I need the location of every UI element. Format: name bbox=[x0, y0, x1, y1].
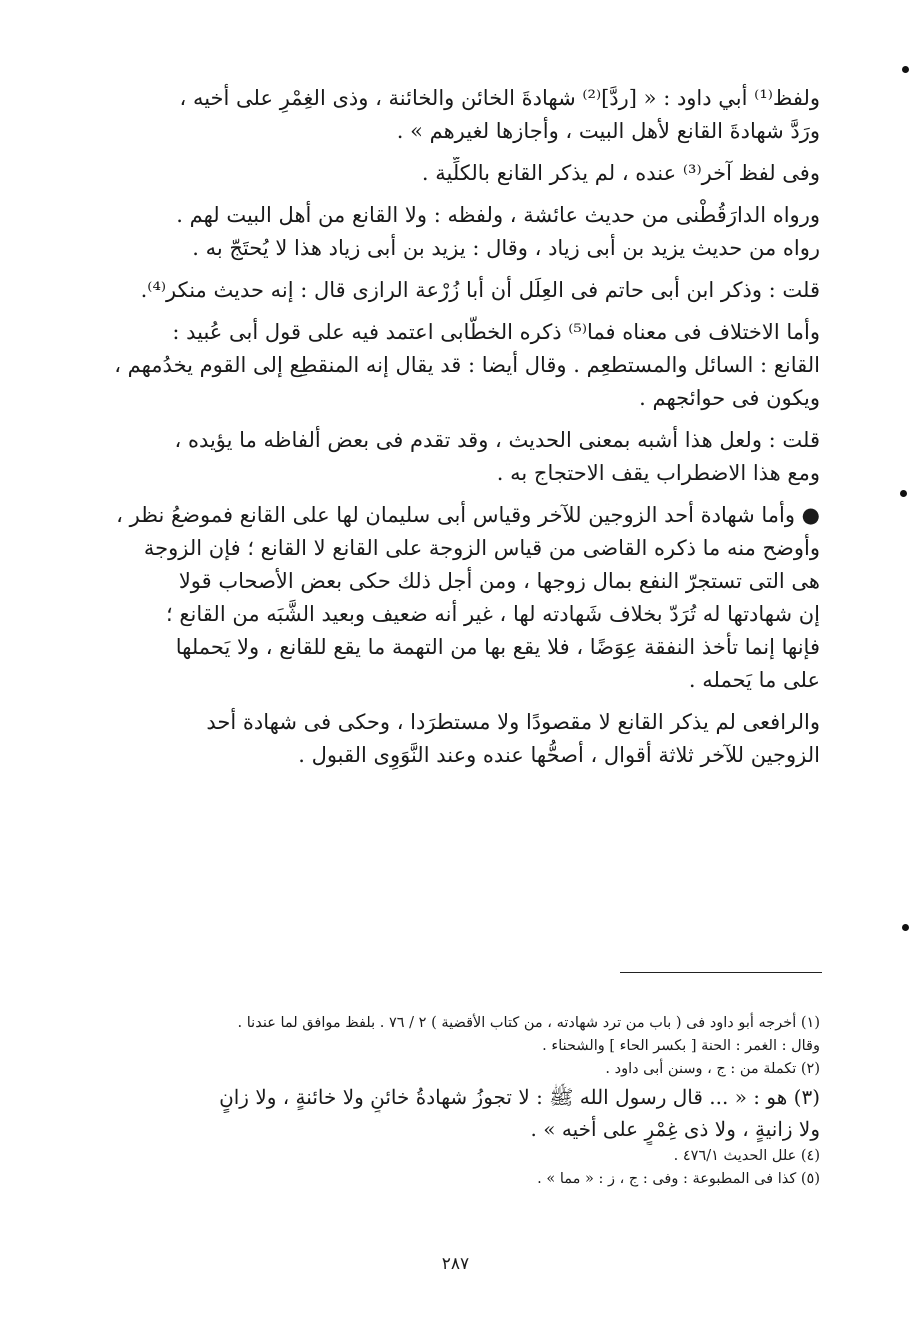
text-line: الزوجين للآخر ثلاثة أقوال ، أصحُّها عنده وعند النَّوَوِى القبول . bbox=[298, 743, 820, 767]
footnote-line: (٣) هو : « ... قال رسول الله ﷺ : لا تجوزُ شهادةُ خائنٍ ولا خائنةٍ ، ولا زانٍ bbox=[219, 1085, 820, 1109]
footnote-line: ولا زانيةٍ ، ولا ذى غِمْرٍ على أخيه » . bbox=[530, 1117, 820, 1141]
text-line: ● وأما شهادة أحد الزوجين للآخر وقياس أبى سليمان لها على القانع فموضعُ نظر ، bbox=[116, 503, 820, 527]
text-line: وفى لفظ آخر⁽³⁾ عنده ، لم يذكر القانع بالكلِّية . bbox=[421, 161, 820, 185]
paragraph-6 bbox=[100, 424, 820, 490]
paragraph-5 bbox=[100, 316, 820, 415]
paragraph-7 bbox=[100, 499, 820, 697]
footnote-line: (٥) كذا فى المطبوعة : وفى : ج ، ز : « مما » . bbox=[537, 1171, 820, 1187]
main-text bbox=[100, 82, 820, 781]
footnote-separator bbox=[620, 972, 822, 973]
text-line: والرافعى لم يذكر القانع لا مقصودًا ولا مستطرَدا ، وحكى فى شهادة أحد bbox=[206, 710, 820, 734]
paragraph-8 bbox=[100, 706, 820, 772]
text-line: إن شهادتها له تُرَدّ بخلاف شَهادته لها ، غير أنه ضعيف وبعيد الشَّبَه من القانع ؛ bbox=[166, 602, 820, 626]
paragraph-3 bbox=[100, 199, 820, 265]
text-line: ورواه الدارَقُطْنى من حديث عائشة ، ولفظه : ولا القانع من أهل البيت لهم . bbox=[176, 203, 820, 227]
text-line: وأما الاختلاف فى معناه فما⁽⁵⁾ ذكره الخطَّابى اعتمد فيه على قول أبى عُبيد : bbox=[172, 320, 820, 344]
footnote-line: وقال : الغمر : الحنة [ بكسر الحاء ] والشحناء . bbox=[542, 1038, 820, 1054]
text-line: ولفظ⁽¹⁾ أبي داود : « [ردَّ]⁽²⁾ شهادةَ الخائن والخائنة ، وذى الغِمْرِ على أخيه ، bbox=[179, 86, 820, 110]
paragraph-2 bbox=[100, 157, 820, 190]
scan-dot-mark bbox=[902, 924, 909, 931]
paragraph-1 bbox=[100, 82, 820, 148]
text-line: فإنها إنما تأخذ النفقة عِوَضًا ، فلا يقع بها من التهمة ما يقع للقانع ، ولا يَحملها bbox=[175, 635, 820, 659]
page-number: ٢٨٧ bbox=[441, 1254, 470, 1274]
paragraph-4 bbox=[100, 274, 820, 307]
scan-dot-mark bbox=[902, 66, 909, 73]
footnote-line: (٤) علل الحديث ٤٧٦/١ . bbox=[673, 1148, 820, 1164]
text-line: ورَدَّ شهادةَ القانع لأهل البيت ، وأجازها لغيرهم » . bbox=[396, 119, 820, 143]
text-line: القانع : السائل والمستطعِم . وقال أيضا : قد يقال إنه المنقطِع إلى القوم يخدُمهم ، bbox=[114, 353, 820, 377]
text-line: على ما يَحمله . bbox=[688, 668, 820, 692]
text-line: قلت : وذكر ابن أبى حاتم فى العِلَل أن أبا زُرْعة الرازى قال : إنه حديث منكر⁽⁴⁾. bbox=[140, 278, 820, 302]
text-line: هى التى تستجرّ النفع بمال زوجها ، ومن أجل ذلك حكى بعض الأصحاب قولا bbox=[178, 569, 820, 593]
scan-dot-mark bbox=[900, 490, 907, 497]
footnote-line: (٢) تكملة من : ج ، وسنن أبى داود . bbox=[605, 1061, 820, 1077]
text-line: ومع هذا الاضطراب يقف الاحتجاج به . bbox=[496, 461, 820, 485]
footnote-line: (١) أخرجه أبو داود فى ( باب من ترد شهادته ، من كتاب الأقضية ) ٢ / ٧٦ . بلفظ موافق لما عندنا . bbox=[237, 1015, 820, 1031]
footnotes bbox=[100, 1012, 820, 1191]
text-line: ويكون فى حوائجهم . bbox=[639, 386, 820, 410]
text-line: قلت : ولعل هذا أشبه بمعنى الحديث ، وقد تقدم فى بعض ألفاظه ما يؤيده ، bbox=[174, 428, 820, 452]
text-line: رواه من حديث يزيد بن أبى زياد ، وقال : يزيد بن أبى زياد هذا لا يُحتَجّ به . bbox=[192, 236, 820, 260]
text-line: وأوضح منه ما ذكره القاضى من قياس الزوجة على القانع لا القانع ؛ فإن الزوجة bbox=[143, 536, 820, 560]
